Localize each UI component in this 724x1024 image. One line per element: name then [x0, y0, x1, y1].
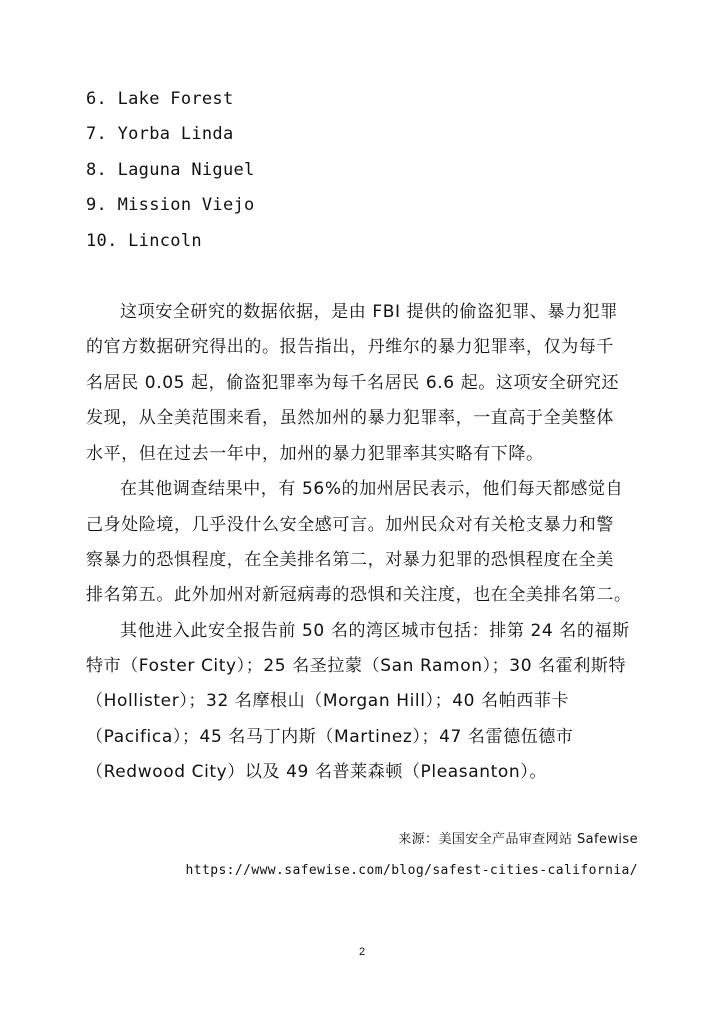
paragraph-1-line: 名居民 0.05 起，偷盗犯罪率为每千名居民 6.6 起。这项安全研究还	[86, 373, 620, 393]
source-label: 来源：美国安全产品审查网站 Safewise	[398, 832, 638, 847]
paragraph-3-line: 特市（Foster City）；25 名圣拉蒙（San Ramon）；30 名霍利斯特	[86, 656, 627, 676]
paragraph-1-line: 水平，但在过去一年中，加州的暴力犯罪率其实略有下降。	[86, 444, 544, 464]
paragraph-3-line: （Redwood City）以及 49 名普莱森顿（Pleasanton）。	[86, 762, 547, 782]
paragraph-3-line: （Pacifica）；45 名马丁内斯（Martinez）；47 名雷德伍德市	[86, 727, 574, 747]
paragraph-2-line: 己身处险境，几乎没什么安全感可言。加州民众对有关枪支暴力和警	[86, 515, 614, 535]
paragraph-2-line: 在其他调查结果中，有 56%的加州居民表示，他们每天都感觉自	[120, 479, 624, 499]
paragraph-1-line: 发现，从全美范围来看，虽然加州的暴力犯罪率，一直高于全美整体	[86, 408, 614, 428]
paragraph-1-line: 的官方数据研究得出的。报告指出，丹维尔的暴力犯罪率，仅为每千	[86, 337, 614, 357]
list-item: 9. Mission Viejo	[86, 195, 255, 215]
paragraph-2-line: 察暴力的恐惧程度，在全美排名第二，对暴力犯罪的恐惧程度在全美	[86, 550, 614, 570]
page-number: 2	[358, 946, 366, 958]
list-item: 8. Laguna Niguel	[86, 160, 255, 180]
paragraph-2-line: 排名第五。此外加州对新冠病毒的恐惧和关注度，也在全美排名第二。	[86, 585, 632, 605]
source-url[interactable]: https://www.safewise.com/blog/safest-cities-california/	[185, 863, 638, 878]
list-item: 6. Lake Forest	[86, 89, 234, 109]
list-item: 7. Yorba Linda	[86, 124, 234, 144]
paragraph-3-line: （Hollister）；32 名摩根山（Morgan Hill）；40 名帕西菲卡	[86, 691, 570, 711]
list-item: 10. Lincoln	[86, 231, 202, 251]
paragraph-1-line: 这项安全研究的数据依据，是由 FBI 提供的偷盗犯罪、暴力犯罪	[120, 302, 618, 322]
paragraph-3-line: 其他进入此安全报告前 50 名的湾区城市包括：排第 24 名的福斯	[120, 621, 630, 641]
